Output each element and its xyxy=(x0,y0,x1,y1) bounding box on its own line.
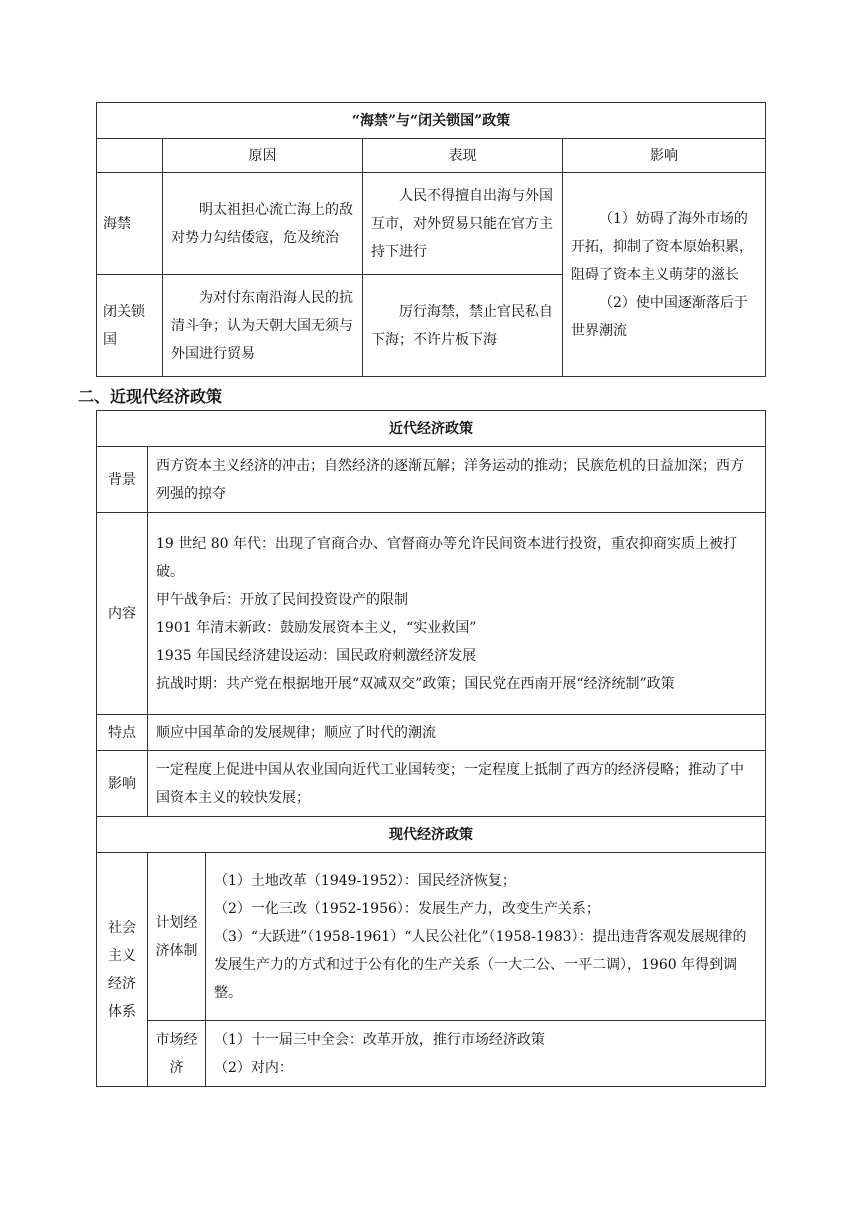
economic-policy-table xyxy=(96,410,766,1087)
sub-label-market-economy: 市场经济 xyxy=(148,1021,206,1087)
planned-line-1: （1）土地改革（1949-1952）：国民经济恢复； xyxy=(214,872,516,889)
table1-header-blank xyxy=(97,139,163,173)
table1-header-manifest: 表现 xyxy=(363,139,563,173)
content-line-3: 1901 年清末新政：鼓励发展资本主义，“实业救国” xyxy=(156,619,477,636)
row-label-features: 特点 xyxy=(97,715,148,751)
sub-label-planned-economy: 计划经济体制 xyxy=(148,853,206,1021)
features-text: 顺应中国革命的发展规律；顺应了时代的潮流 xyxy=(148,715,766,751)
row-label-closed-door: 闭关锁国 xyxy=(97,275,163,377)
section-heading: 二、近现代经济政策 xyxy=(78,387,223,406)
impact-line-2: （2）使中国逐渐落后于世界潮流 xyxy=(571,294,748,339)
planned-line-3: （3）“大跃进”（1958-1961）“人民公社化”（1958-1983）：提出违背客观发展规律的发展生产力的方式和过于公有化的生产关系（一大二公、一平二调），1960 年得到调整。 xyxy=(214,928,747,1001)
sea-ban-reason: 明太祖担心流亡海上的敌对势力勾结倭寇，危及统治 xyxy=(163,173,363,275)
content-line-4: 1935 年国民经济建设运动：国民政府刺激经济发展 xyxy=(156,647,477,664)
background-text: 西方资本主义经济的冲击；自然经济的逐渐瓦解；洋务运动的推动；民族危机的日益加深；西方列强的掠夺 xyxy=(148,447,766,513)
content-cell xyxy=(148,513,766,715)
table1-title: “海禁”与“闭关锁国”政策 xyxy=(97,103,766,139)
content-line-2: 甲午战争后：开放了民间投资设产的限制 xyxy=(156,591,408,608)
table1-header-reason: 原因 xyxy=(163,139,363,173)
content-line-5: 抗战时期：共产党在根据地开展“双减双交”政策；国民党在西南开展“经济统制”政策 xyxy=(156,675,675,692)
row-label-content: 内容 xyxy=(97,513,148,715)
row-label-background: 背景 xyxy=(97,447,148,513)
impact-line-1: （1）妨碍了海外市场的开拓，抑制了资本原始积累，阻碍了资本主义萌芽的滋长 xyxy=(571,210,753,283)
row-label-sea-ban: 海禁 xyxy=(97,173,163,275)
impact-text: 一定程度上促进中国从农业国向近代工业国转变；一定程度上抵制了西方的经济侵略；推动了中国资本主义的较快发展； xyxy=(148,751,766,817)
sea-ban-manifest: 人民不得擅自出海与外国互市，对外贸易只能在官方主持下进行 xyxy=(363,173,563,275)
sea-ban-policy-table xyxy=(96,102,766,377)
market-line-1: （1）十一届三中全会：改革开放，推行市场经济政策 xyxy=(214,1031,545,1048)
closed-door-manifest: 厉行海禁，禁止官民私自下海；不许片板下海 xyxy=(363,275,563,377)
planned-line-2: （2）一化三改（1952-1956）：发展生产力，改变生产关系； xyxy=(214,900,600,917)
group-label-socialist-economy: 社会主义经济体系 xyxy=(97,853,148,1087)
modern-era-title: 近代经济政策 xyxy=(97,411,766,447)
closed-door-reason: 为对付东南沿海人民的抗清斗争；认为天朝大国无须与外国进行贸易 xyxy=(163,275,363,377)
row-label-impact: 影响 xyxy=(97,751,148,817)
content-line-1: 19 世纪 80 年代：出现了官商合办、官督商办等允许民间资本进行投资，重农抑商实质上被打破。 xyxy=(156,535,737,580)
table1-header-impact: 影响 xyxy=(563,139,766,173)
planned-economy-cell xyxy=(206,853,766,1021)
impact-cell xyxy=(563,173,766,377)
market-economy-cell xyxy=(206,1021,766,1087)
contemporary-title: 现代经济政策 xyxy=(97,817,766,853)
market-line-2: （2）对内： xyxy=(214,1059,293,1076)
